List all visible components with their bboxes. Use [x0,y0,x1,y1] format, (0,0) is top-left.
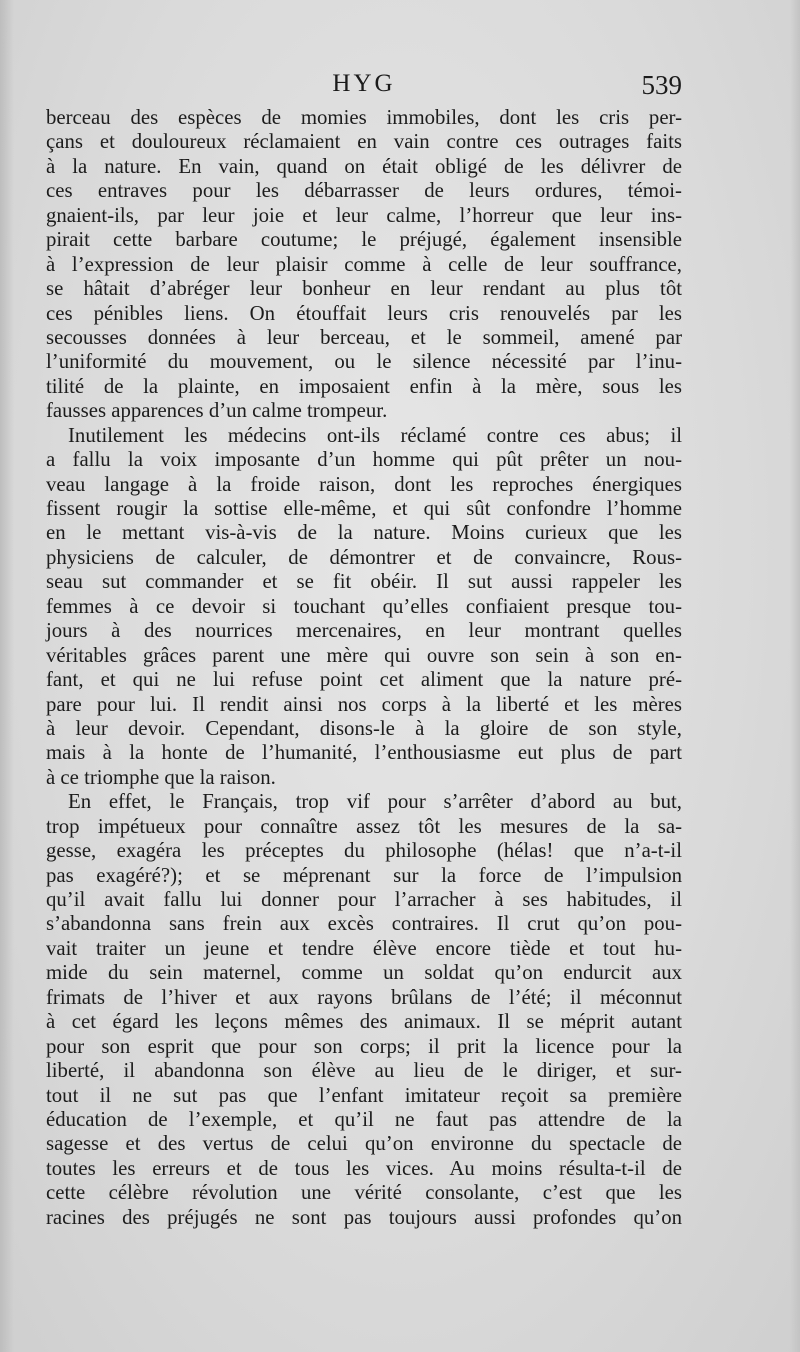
text-line: pour son esprit que pour son corps; il prit la licence pour la [46,1034,682,1058]
text-line: mide du sein maternel, comme un soldat qu’on endurcit aux [46,961,682,985]
text-line: à ce triomphe que la raison. [46,765,276,789]
text-line: à la nature. En vain, quand on était obligé de les délivrer de [46,154,682,178]
text-line: à cet égard les leçons mêmes des animaux. Il se méprit autant [46,1010,682,1034]
running-head [46,70,682,104]
text-line: sagesse et des vertus de celui qu’on environne du spectacle de [46,1132,682,1156]
text-line: seau sut commander et se fit obéir. Il sut aussi rappeler les [46,570,682,594]
paragraph [46,790,682,1230]
text-line: Inutilement les médecins ont-ils réclamé contre ces abus; il [68,423,682,447]
text-line: veau langage à la froide raison, dont les reproches énergiques [46,472,682,496]
paragraph [46,106,682,424]
text-line: berceau des espèces de momies immobiles, dont les cris per- [46,106,682,129]
body-text [46,106,682,1230]
text-line: éducation de l’exemple, et qu’il ne faut pas attendre de la [46,1107,682,1131]
text-line: gesse, exagéra les préceptes du philosophe (hélas! que n’a-t-il [46,839,682,863]
text-line: fissent rougir la sottise elle-même, et qui sût confondre l’homme [46,497,682,520]
text-line: jours à des nourrices mercenaires, en leur montrant quelles [46,619,682,643]
text-line: femmes à ce devoir si touchant qu’elles confiaient presque tou- [46,594,682,618]
running-head-title: HYG [332,70,396,97]
text-line: a fallu la voix imposante d’un homme qui pût prêter un nou- [46,448,682,472]
text-line: cette célèbre révolution une vérité consolante, c’est que les [46,1181,682,1205]
text-line: fausses apparences d’un calme trompeur. [46,399,388,423]
text-line: véritables grâces parent une mère qui ouvre son sein à son en- [46,643,682,667]
text-line: ces entraves pour les débarrasser de leurs ordures, témoi- [46,179,682,203]
text-line: toutes les erreurs et de tous les vices. Au moins résulta-t-il de [46,1156,682,1180]
text-line: vait traiter un jeune et tendre élève encore tiède et tout hu- [46,936,682,960]
text-line: qu’il avait fallu lui donner pour l’arracher à ses habitudes, il [46,888,682,911]
text-line: En effet, le Français, trop vif pour s’arrêter d’abord au but, [68,790,682,814]
text-line: se hâtait d’abréger leur bonheur en leur rendant au plus tôt [46,277,682,301]
text-line: gnaient-ils, par leur joie et leur calme, l’horreur que leur ins- [46,203,682,227]
text-line: en le mettant vis-à-vis de la nature. Moins curieux que les [46,521,682,545]
text-line: ces pénibles liens. On étouffait leurs cris renouvelés par les [46,301,682,325]
text-line: çans et douloureux réclamaient en vain contre ces outrages faits [46,130,682,154]
text-line: l’uniformité du mouvement, ou le silence nécessité par l’inu- [46,350,682,374]
text-line: s’abandonna sans frein aux excès contraires. Il crut qu’on pou- [46,912,682,936]
text-line: à l’expression de leur plaisir comme à celle de leur souffrance, [46,252,682,276]
text-line: trop impétueux pour connaître assez tôt les mesures de la sa- [46,814,682,838]
text-line: pare pour lui. Il rendit ainsi nos corps à la liberté et les mères [46,692,682,716]
text-line: à leur devoir. Cependant, disons-le à la gloire de son style, [46,716,682,740]
text-line: fant, et qui ne lui refuse point cet aliment que la nature pré- [46,668,682,692]
text-line: physiciens de calculer, de démontrer et de convaincre, Rous- [46,545,682,569]
text-line: racines des préjugés ne sont pas toujours aussi profondes qu’on [46,1205,682,1229]
text-line: frimats de l’hiver et aux rayons brûlans de l’été; il méconnut [46,985,682,1009]
text-line: tilité de la plainte, en imposaient enfin à la mère, sous les [46,374,682,398]
paragraph [46,424,682,791]
text-line: pas exagéré?); et se méprenant sur la force de l’impulsion [46,863,682,887]
text-line: pirait cette barbare coutume; le préjugé, également insensible [46,228,682,252]
text-line: liberté, il abandonna son élève au lieu de le diriger, et sur- [46,1059,682,1083]
text-line: mais à la honte de l’humanité, l’enthousiasme eut plus de part [46,741,682,765]
text-line: secousses données à leur berceau, et le sommeil, amené par [46,325,682,349]
text-line: tout il ne sut pas que l’enfant imitateur reçoit sa première [46,1083,682,1107]
page-number: 539 [641,70,682,100]
